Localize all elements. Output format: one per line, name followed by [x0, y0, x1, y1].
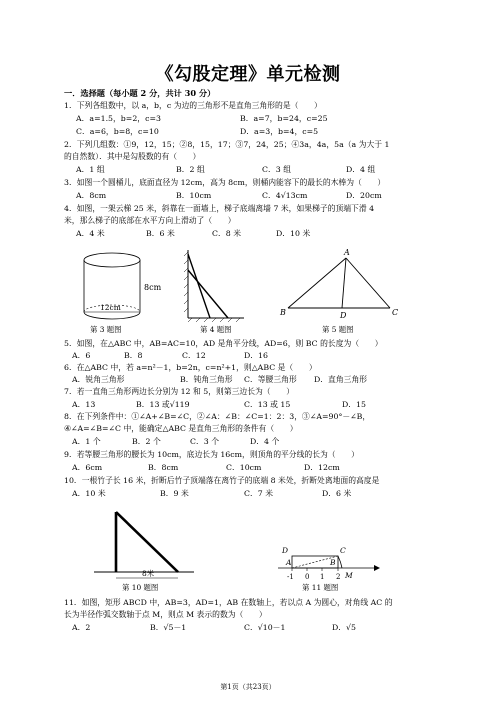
rect-point-b-label: B	[330, 558, 336, 567]
question-11-stem: 11．如图，矩形 ABCD 中，AB=3，AD=1，AB 在数轴上，若以点 A 为圆心，对角线 AC 的	[64, 598, 393, 607]
question-9-stem: 9．若等腰三角形的腰长为 10cm，底边长为 16cm，则顶角的平分线的长为（ ）	[64, 450, 359, 459]
bamboo-figure	[94, 512, 194, 578]
question-7-option-d: D．15	[342, 400, 366, 409]
point-b-label: B	[280, 308, 286, 317]
question-3-option-d: D．20cm	[346, 191, 382, 200]
question-9-option-c: C．10cm	[226, 463, 262, 472]
question-4-stem: 4．如图，一架云梯 25 米，斜靠在一面墙上，梯子底端离墙 7 米，如果梯子的顶端下滑 4	[64, 204, 375, 213]
question-1-stem: 1．下列各组数中，以 a，b，c 为边的三角形不是直角三角形的是（ ）	[64, 101, 322, 110]
question-6-option-b: B．钝角三角形	[180, 375, 233, 384]
question-2-stem-cont: 的自然数）．其中是勾股数的有（ ）	[64, 152, 201, 161]
question-4-option-b: B．6 米	[146, 229, 175, 238]
rect-point-d-label: D	[282, 546, 289, 555]
triangle-abc-figure	[279, 248, 398, 320]
question-10-option-c: C．7 米	[244, 489, 273, 498]
question-8-stem: 8．在下列条件中：①∠A+∠B=∠C，②∠A：∠B：∠C=1：2：3，③∠A=90°－∠B，	[64, 412, 371, 421]
ladder-wall-figure	[184, 250, 244, 322]
figure-5-caption: 第 5 题图	[322, 325, 354, 334]
question-1-option-c: C．a=6，b=8，c=10	[76, 127, 159, 136]
section-heading: 一．选择题（每小题 2 分，共计 30 分）	[64, 88, 216, 98]
point-c-label: C	[392, 308, 399, 317]
question-10-stem: 10．一根竹子长 16 米，折断后竹子顶端落在离竹子的底端 8 米处，折断处离地面的高度是	[64, 476, 380, 485]
question-6-stem: 6．在△ABC 中，若 a=n²－1，b=2n，c=n²+1，则△ABC 是（ ）	[64, 363, 317, 372]
question-10-option-b: B．9 米	[160, 489, 189, 498]
tick-1: 1	[320, 573, 325, 581]
question-5-option-a: A．6	[72, 351, 91, 360]
question-6-option-a: A．锐角三角形	[72, 375, 125, 384]
question-9-option-a: A．6cm	[72, 463, 103, 472]
question-11-option-b: B．√5－1	[150, 623, 187, 632]
figure-10-caption: 第 10 题图	[122, 583, 159, 592]
question-11-option-a: A．2	[72, 623, 91, 632]
question-8-option-a: A．1 个	[72, 437, 101, 446]
question-2-option-b: B．2 组	[176, 165, 205, 174]
question-9-option-b: B．8cm	[148, 463, 179, 472]
question-10-option-a: A．10 米	[72, 489, 106, 498]
tick-2: 2	[336, 573, 341, 581]
page-footer: 第1页（共23页）	[220, 683, 276, 691]
question-3-option-b: B．10cm	[176, 191, 212, 200]
rect-point-a-label: A	[286, 558, 292, 567]
question-3-option-a: A．8cm	[76, 191, 107, 200]
question-5-stem: 5．如图，在△ABC 中，AB=AC=10，AD 是角平分线，AD=6，则 BC 的长度为（ ）	[64, 339, 383, 348]
page-title: 《勾股定理》单元检测	[155, 64, 341, 85]
question-8-option-d: D．4 个	[250, 437, 280, 446]
figure-4-caption: 第 4 题图	[200, 325, 232, 334]
question-8-option-c: C．3 个	[190, 437, 219, 446]
figures-row-2	[60, 502, 440, 594]
figures-row-1	[60, 244, 440, 336]
question-7-option-b: B．13 或√119	[136, 400, 190, 409]
question-11-stem-cont: 长为半径作弧交数轴于点 M，则点 M 表示的数为（ ）	[64, 610, 267, 619]
question-4-option-a: A．4 米	[76, 229, 105, 238]
question-4-option-c: C．8 米	[212, 229, 241, 238]
rect-point-c-label: C	[340, 546, 346, 555]
question-8-stem-cont: ④∠A=∠B=∠C 中，能确定△ABC 是直角三角形的条件有（ ）	[64, 424, 298, 433]
question-2-option-d: D．4 组	[346, 165, 376, 174]
question-6-option-d: D．直角三角形	[314, 375, 368, 384]
figure-11-caption: 第 11 题图	[302, 583, 339, 592]
point-a-label: A	[344, 248, 350, 257]
question-5-option-b: B．8	[124, 351, 143, 360]
question-6-option-c: C．等腰三角形	[244, 375, 297, 384]
question-1-option-b: B．a=7，b=24，c=25	[240, 114, 328, 123]
question-3-stem: 3．如图一个圆桶儿，底面直径为 12cm，高为 8cm，则桶内能容下的最长的木棒为（ ）	[64, 178, 386, 187]
cylinder-diameter-label: 12cm	[100, 303, 121, 312]
cylinder-figure	[84, 253, 162, 319]
question-2-option-c: C．3 组	[262, 165, 291, 174]
question-4-stem-cont: 米，那么梯子的底部在水平方向上滑动了（ ）	[64, 216, 236, 225]
question-7-option-a: A．13	[72, 400, 96, 409]
figure-3-caption: 第 3 题图	[90, 325, 122, 334]
question-1-option-d: D．a=3，b=4，c=5	[240, 127, 319, 136]
tick-0: 0	[305, 573, 310, 581]
number-line-figure	[278, 546, 380, 581]
question-11-option-c: C．√10－1	[244, 623, 286, 632]
bamboo-base-label: 8米	[142, 569, 155, 578]
question-10-option-d: D．6 米	[322, 489, 352, 498]
question-8-option-b: B．2 个	[132, 437, 161, 446]
question-2-stem: 2．下列几组数：①9，12，15；②8，15，17；③7，24，25；④3a，4a，5a（a 为大于 1	[64, 140, 390, 149]
question-7-stem: 7．若一直角三角形两边长分别为 12 和 5，则第三边长为（ ）	[64, 387, 294, 396]
point-d-label: D	[340, 311, 347, 320]
question-4-option-d: D．10 米	[276, 229, 311, 238]
point-m-label: M	[345, 571, 353, 580]
question-11-option-d: D．√5	[332, 623, 356, 632]
question-2-option-a: A．1 组	[76, 165, 105, 174]
cylinder-height-label: 8cm	[144, 283, 162, 292]
question-1-option-a: A．a=1.5，b=2，c=3	[76, 114, 161, 123]
question-9-option-d: D．12cm	[304, 463, 340, 472]
question-7-option-c: C．13 或 15	[244, 400, 291, 409]
question-5-option-d: D．16	[244, 351, 268, 360]
question-5-option-c: C．12	[182, 351, 206, 360]
tick-minus-1: -1	[287, 573, 294, 581]
question-3-option-c: C．4√13cm	[262, 191, 308, 200]
